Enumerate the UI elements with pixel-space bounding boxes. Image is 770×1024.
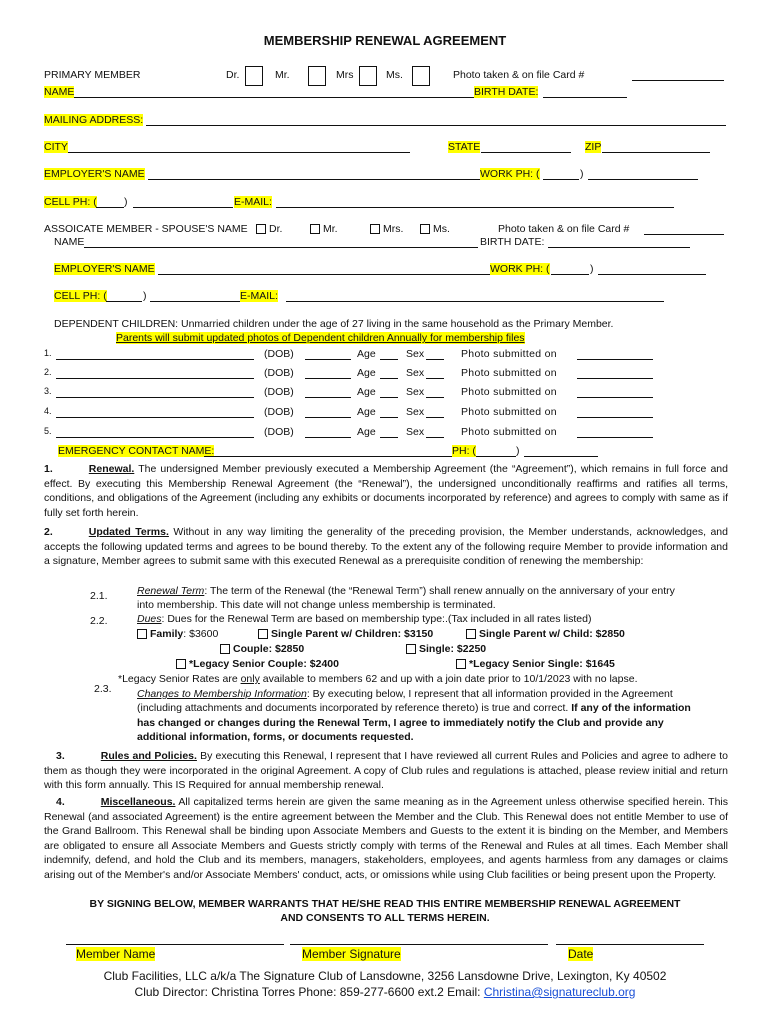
dues-legacy-single-label: *Legacy Senior Single: $1645 <box>469 658 615 670</box>
section-text: The undersigned Member previously executed a Membership Agreement (the “Agreement”), which remains in full force and effect. By executing this Membership Renewal Agreement (the “Renewal”), the undersigned unconditionally reaffirms and ratifies all terms, conditions, and obligations of the Agreement (including any exhibits or documents incorporated by reference) and agrees to comply with same as if fully set forth herein. <box>44 463 728 519</box>
section-heading: Miscellaneous. <box>100 796 176 808</box>
employer-label: EMPLOYER'S NAME <box>44 168 145 180</box>
dependent-number: 5. <box>44 426 52 436</box>
section-text: All capitalized terms herein are given the same meaning as in the Agreement unless otherwise specified herein. This Renewal (and associated Agreement) is the entire agreement between the Member and the Club. This Renewal does not entitle Member to use of the Grand Ballroom. This Renewal shall be binding upon Associate Members and Guests to the extent it is binding on the Member, and Members are obligated to ensure all Associate Members and Guests strictly comply with terms of the Renewal and Rules at all times. Each Member shall indemnify, defend, and hold the Club and its members, managers, stakeholders, employees, and agents harmless from any damages or claims arising out of the Member's and/or Associate Members' conduct, acts, or omissions while using Club facilities or being present upon the Property. <box>44 796 728 881</box>
card-number-field[interactable] <box>632 80 724 81</box>
dependent-sex-label: Sex <box>406 386 425 398</box>
dues-legacy-single-option[interactable] <box>456 657 615 672</box>
associate-birth-date-label: BIRTH DATE: <box>480 236 545 248</box>
title-mr-label: Mr. <box>275 69 290 81</box>
warranty-line-1: BY SIGNING BELOW, MEMBER WARRANTS THAT HE/SHE READ THIS ENTIRE MEMBERSHIP RENEWAL AGREEMENT <box>89 898 681 910</box>
section-text: Without in any way limiting the generality of the preceding provision, the Member understands, acknowledges, and accepts the following updated terms and agrees to be bound thereby. To the extent any of the following require Member to provide information and a signature, Member agrees to submit same with this executed Renewal as a prerequisite condition of renewing the membership: <box>44 526 728 567</box>
dependent-dob-label: (DOB) <box>264 406 294 418</box>
section-renewal <box>44 462 728 520</box>
subsection-heading: Renewal Term <box>137 585 205 597</box>
dependent-sex-label: Sex <box>406 406 425 418</box>
subsection-number: 2.2. <box>90 615 108 627</box>
employer-field[interactable] <box>148 179 480 180</box>
page-title: MEMBERSHIP RENEWAL AGREEMENT <box>263 33 507 48</box>
dues-family-amount: : $3600 <box>183 628 219 640</box>
cell-phone-area-field[interactable] <box>96 207 124 208</box>
checkbox-icon <box>310 224 320 234</box>
city-field[interactable] <box>68 152 410 153</box>
date-field[interactable] <box>556 944 704 945</box>
mailing-address-label: MAILING ADDRESS: <box>44 114 144 126</box>
dues-legacy-couple-option[interactable] <box>176 657 339 672</box>
dependent-sex-field[interactable] <box>426 437 444 438</box>
emergency-contact-label: EMERGENCY CONTACT NAME: <box>58 445 215 457</box>
associate-cell-phone-label: CELL PH: ( <box>54 290 107 302</box>
section-number: 4. <box>56 796 65 808</box>
cell-phone-paren: ) <box>124 196 128 208</box>
state-field[interactable] <box>481 152 571 153</box>
checkbox-icon <box>466 629 476 639</box>
primary-name-field[interactable] <box>74 97 474 98</box>
dependent-sex-label: Sex <box>406 426 425 438</box>
email-label: E-MAIL: <box>234 196 272 208</box>
dependent-sex-field[interactable] <box>426 397 444 398</box>
dependent-age-label: Age <box>357 426 376 438</box>
renewal-term-line-2: into membership. This date will not change unless membership is terminated. <box>137 599 496 611</box>
warranty-line-2: AND CONSENTS TO ALL TERMS HEREIN. <box>280 912 490 924</box>
subsection-text: : Dues for the Renewal Term are based on membership type:.(Tax included in all rates listed) <box>161 613 592 625</box>
checkbox-icon <box>406 644 416 654</box>
section-miscellaneous <box>44 795 728 882</box>
section-heading: Renewal. <box>88 463 135 475</box>
associate-cell-phone-field[interactable] <box>150 301 240 302</box>
associate-member-label: ASSOICATE MEMBER - SPOUSE'S NAME <box>44 223 248 235</box>
title-dr-label: Dr. <box>226 69 240 81</box>
changes-line <box>137 687 673 702</box>
dues-single-parent-children-option[interactable] <box>258 627 433 642</box>
changes-line-4: additional information, forms, or documents requested. <box>137 731 414 743</box>
dependent-age-label: Age <box>357 367 376 379</box>
dues-couple-option[interactable] <box>220 642 304 657</box>
photo-card-label: Photo taken & on file Card # <box>453 69 585 81</box>
associate-ms-option[interactable] <box>420 223 450 235</box>
dependent-photo-label: Photo submitted on <box>461 426 557 438</box>
emergency-phone-paren: ) <box>516 445 520 457</box>
footer-contact-text: Club Director: Christina Torres Phone: 859-277-6600 ext.2 Email: <box>134 985 484 999</box>
legacy-note-text: available to members 62 and up with a join date prior to 10/1/2023 with no lapse. <box>259 673 638 685</box>
cell-phone-label: CELL PH: ( <box>44 196 97 208</box>
dues-couple-label: Couple: $2850 <box>233 643 305 655</box>
dependent-photo-date-field[interactable] <box>577 378 653 379</box>
associate-work-phone-field[interactable] <box>598 274 706 275</box>
checkbox-icon <box>220 644 230 654</box>
dues-single-parent-children-label: Single Parent w/ Children: $3150 <box>271 628 434 640</box>
email-field[interactable] <box>276 207 674 208</box>
dependent-dob-field[interactable] <box>305 397 351 398</box>
dues-single-option[interactable] <box>406 642 486 657</box>
title-ms-label: Ms. <box>386 69 403 81</box>
dependent-photo-date-field[interactable] <box>577 359 653 360</box>
section-text: By executing this Renewal, I represent that I have reviewed all current Rules and Policies and agree to adhere to them as though they were incorporated in the original Agreement. A copy of Club rules and regulations is attached, please review initial and return with this form annually. This IS Required for annual membership renewal. <box>44 750 729 791</box>
changes-line-2 <box>137 701 691 716</box>
checkbox-icon <box>370 224 380 234</box>
associate-mr-label: Mr. <box>323 223 338 235</box>
associate-mr-option[interactable] <box>310 223 338 235</box>
work-phone-area-field[interactable] <box>543 179 579 180</box>
associate-mrs-label: Mrs. <box>383 223 404 235</box>
associate-photo-card-label: Photo taken & on file Card # <box>498 223 630 235</box>
dependent-age-field[interactable] <box>380 397 398 398</box>
member-name-field[interactable] <box>66 944 284 945</box>
dependent-dob-field[interactable] <box>305 437 351 438</box>
section-number: 2. <box>44 526 53 538</box>
subsection-number: 2.3. <box>94 683 112 695</box>
birth-date-label: BIRTH DATE: <box>474 86 539 98</box>
member-signature-field[interactable] <box>290 944 548 945</box>
associate-work-phone-label: WORK PH: ( <box>490 263 550 275</box>
legacy-note <box>118 672 638 687</box>
dependent-photo-label: Photo submitted on <box>461 348 557 360</box>
dependent-sex-label: Sex <box>406 348 425 360</box>
dependent-number: 1. <box>44 348 52 358</box>
subsection-emphasis: If any of the information <box>571 702 691 714</box>
primary-member-label: PRIMARY MEMBER <box>44 69 141 81</box>
renewal-term-line <box>137 584 675 599</box>
changes-line-3: has changed or changes during the Renewal Term, I agree to immediately notify the Club and provide any <box>137 717 664 729</box>
dependent-name-field[interactable] <box>56 437 254 438</box>
emergency-phone-field[interactable] <box>524 456 598 457</box>
dependent-dob-label: (DOB) <box>264 367 294 379</box>
subsection-heading: Dues <box>137 613 162 625</box>
associate-work-phone-area-field[interactable] <box>551 274 589 275</box>
section-rules-policies <box>44 749 728 793</box>
footer-address: Club Facilities, LLC a/k/a The Signature Club of Lansdowne, 3256 Lansdowne Drive, Lexington, Ky 40502 <box>103 969 667 983</box>
associate-dr-label: Dr. <box>269 223 283 235</box>
title-mr-checkbox[interactable] <box>308 66 326 86</box>
associate-cell-phone-paren: ) <box>143 290 147 302</box>
dependent-name-field[interactable] <box>56 397 254 398</box>
name-label: NAME <box>44 86 75 98</box>
dependent-age-label: Age <box>357 348 376 360</box>
checkbox-icon <box>256 224 266 234</box>
cell-phone-field[interactable] <box>133 207 233 208</box>
zip-label: ZIP <box>585 141 602 153</box>
dependent-photo-label: Photo submitted on <box>461 367 557 379</box>
dues-single-parent-child-label: Single Parent w/ Child: $2850 <box>479 628 625 640</box>
dependent-dob-field[interactable] <box>305 359 351 360</box>
checkbox-icon <box>420 224 430 234</box>
subsection-text: (including attachments and documents incorporated by reference thereto) is true and correct. <box>137 702 572 714</box>
dependent-photo-date-field[interactable] <box>577 417 653 418</box>
dependent-name-field[interactable] <box>56 378 254 379</box>
dependent-age-label: Age <box>357 386 376 398</box>
checkbox-icon <box>258 629 268 639</box>
associate-mrs-option[interactable] <box>370 223 403 235</box>
dependent-name-field[interactable] <box>56 417 254 418</box>
title-mrs-label: Mrs <box>336 69 354 81</box>
work-phone-field[interactable] <box>588 179 698 180</box>
footer-contact <box>0 985 770 999</box>
subsection-number: 2.1. <box>90 590 108 602</box>
section-heading: Updated Terms. <box>88 526 169 538</box>
associate-email-field[interactable] <box>286 301 664 302</box>
member-signature-label: Member Signature <box>302 947 401 961</box>
state-label: STATE <box>448 141 481 153</box>
member-name-label: Member Name <box>76 947 156 961</box>
dependent-photo-label: Photo submitted on <box>461 406 557 418</box>
dependent-number: 4. <box>44 406 52 416</box>
dependent-sex-field[interactable] <box>426 417 444 418</box>
date-label: Date <box>568 947 594 961</box>
dues-family-option[interactable] <box>137 627 218 642</box>
associate-work-phone-paren: ) <box>590 263 594 275</box>
dues-line <box>137 612 591 627</box>
emergency-phone-label: PH: ( <box>452 445 476 457</box>
associate-employer-label: EMPLOYER'S NAME <box>54 263 155 275</box>
dependent-photo-date-field[interactable] <box>577 397 653 398</box>
birth-date-field[interactable] <box>543 97 627 98</box>
zip-field[interactable] <box>602 152 710 153</box>
subsection-heading: Changes to Membership Information <box>137 688 307 700</box>
title-mrs-checkbox[interactable] <box>359 66 377 86</box>
legacy-note-text: *Legacy Senior Rates are <box>118 673 241 685</box>
dependent-age-field[interactable] <box>380 378 398 379</box>
dependent-age-field[interactable] <box>380 417 398 418</box>
work-phone-label: WORK PH: ( <box>480 168 540 180</box>
section-number: 3. <box>56 750 65 762</box>
dependent-dob-label: (DOB) <box>264 426 294 438</box>
dependent-age-field[interactable] <box>380 437 398 438</box>
title-ms-checkbox[interactable] <box>412 66 430 86</box>
director-email-link[interactable]: Christina@signatureclub.org <box>483 985 636 999</box>
section-heading: Rules and Policies. <box>100 750 197 762</box>
dependent-dob-label: (DOB) <box>264 386 294 398</box>
dues-family-label: Family <box>150 628 184 640</box>
emergency-contact-field[interactable] <box>204 456 452 457</box>
associate-name-label: NAME <box>54 236 85 248</box>
subsection-text: : By executing below, I represent that all information provided in the Agreement <box>306 688 673 700</box>
dependent-dob-field[interactable] <box>305 378 351 379</box>
dependent-dob-field[interactable] <box>305 417 351 418</box>
dependent-sex-field[interactable] <box>426 378 444 379</box>
associate-dr-option[interactable] <box>256 223 282 235</box>
mailing-address-field[interactable] <box>146 125 726 126</box>
associate-email-label: E-MAIL: <box>240 290 278 302</box>
title-dr-checkbox[interactable] <box>245 66 263 86</box>
dependent-photo-label: Photo submitted on <box>461 386 557 398</box>
associate-birth-date-field[interactable] <box>548 247 690 248</box>
associate-card-number-field[interactable] <box>644 234 724 235</box>
dues-legacy-couple-label: *Legacy Senior Couple: $2400 <box>189 658 339 670</box>
dependents-intro: DEPENDENT CHILDREN: Unmarried children under the age of 27 living in the same household as the Primary Member. <box>54 318 614 330</box>
dependent-sex-field[interactable] <box>426 359 444 360</box>
dependents-photo-notice: Parents will submit updated photos of Dependent children Annually for membership files <box>116 332 525 344</box>
section-number: 1. <box>44 463 53 475</box>
checkbox-icon <box>137 629 147 639</box>
emergency-phone-area-field[interactable] <box>476 456 516 457</box>
dependent-age-label: Age <box>357 406 376 418</box>
work-phone-paren: ) <box>580 168 584 180</box>
checkbox-icon <box>176 659 186 669</box>
dependent-dob-label: (DOB) <box>264 348 294 360</box>
dependent-photo-date-field[interactable] <box>577 437 653 438</box>
section-updated-terms <box>44 525 728 569</box>
city-label: CITY <box>44 141 68 153</box>
dependent-number: 2. <box>44 367 52 377</box>
associate-employer-field[interactable] <box>158 274 490 275</box>
associate-ms-label: Ms. <box>433 223 450 235</box>
legacy-note-emphasis: only <box>240 673 260 685</box>
associate-cell-phone-area-field[interactable] <box>106 301 142 302</box>
dependent-number: 3. <box>44 386 52 396</box>
dependent-sex-label: Sex <box>406 367 425 379</box>
dependent-name-field[interactable] <box>56 359 254 360</box>
dues-single-label: Single: $2250 <box>419 643 487 655</box>
associate-name-field[interactable] <box>84 247 478 248</box>
checkbox-icon <box>456 659 466 669</box>
dues-single-parent-child-option[interactable] <box>466 627 625 642</box>
dependent-age-field[interactable] <box>380 359 398 360</box>
subsection-text: : The term of the Renewal (the “Renewal Term”) shall renew annually on the anniversary of your entry <box>204 585 675 597</box>
